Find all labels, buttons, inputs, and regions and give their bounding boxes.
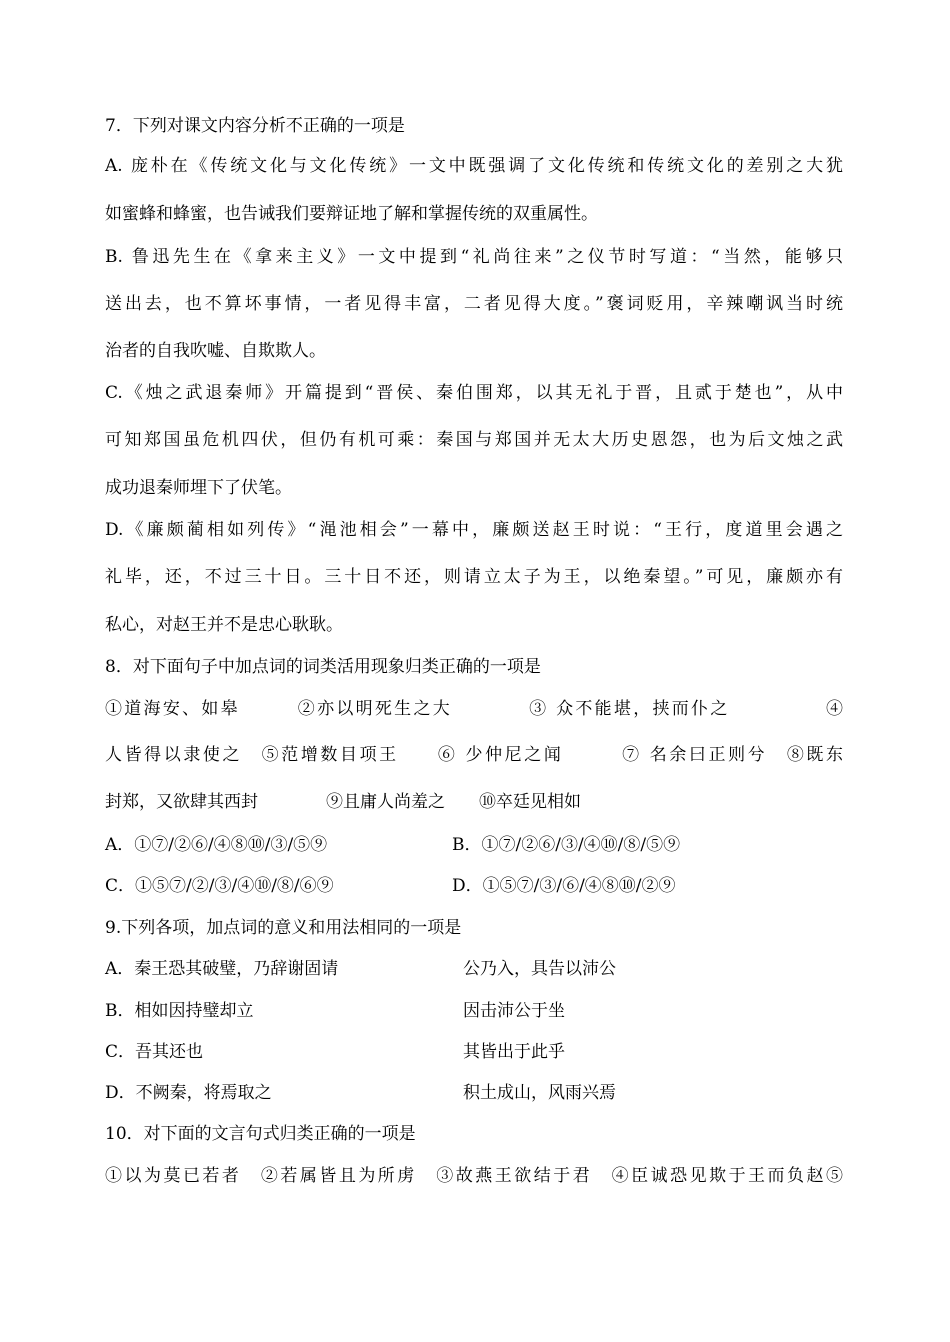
q9-option-c-left: C．吾其还也 — [105, 1042, 204, 1062]
q9-option-a-right: 公乃入，具告以沛公 — [463, 959, 616, 979]
q10-stem: 10．对下面的文言句式归类正确的一项是 — [105, 1124, 416, 1144]
q9-option-a-left: A．秦王恐其破璧，乃辞谢固请 — [105, 959, 339, 979]
q9-stem: 9.下列各项，加点词的意义和用法相同的一项是 — [105, 918, 462, 938]
q9-option-b-left: B．相如因持璧却立 — [105, 1001, 254, 1021]
q7-option-d-line1: D.《廉颇蔺相如列传》“渑池相会”一幕中，廉颇送赵王时说：“王行，度道里会遇之 — [105, 520, 843, 540]
q10-items-line1: ①以为莫已若者 ②若属皆且为所虏 ③故燕王欲结于君 ④臣诚恐见欺于王而负赵⑤ — [105, 1166, 843, 1186]
q7-option-a-line1: A. 庞朴在《传统文化与文化传统》一文中既强调了文化传统和传统文化的差别之大犹 — [105, 156, 843, 176]
q8-items-line2: 人皆得以隶使之 ⑤范增数目项王 ⑥ 少仲尼之闻 ⑦ 名余曰正则兮 ⑧既东 — [105, 745, 843, 765]
q9-option-c-right: 其皆出于此乎 — [463, 1042, 565, 1062]
q7-option-c-line3: 成功退秦师埋下了伏笔。 — [105, 478, 292, 498]
q8-option-a: A．①⑦/②⑥/④⑧⑩/③/⑤⑨ — [105, 835, 328, 855]
q8-option-c: C．①⑤⑦/②/③/④⑩/⑧/⑥⑨ — [105, 876, 334, 896]
q9-option-d-right: 积土成山，风雨兴焉 — [463, 1083, 616, 1103]
q7-stem: 7．下列对课文内容分析不正确的一项是 — [105, 116, 405, 136]
q8-items-line3: 封郑，又欲肆其西封 ⑨且庸人尚羞之 ⑩卒廷见相如 — [105, 792, 581, 812]
q7-option-b-line1: B. 鲁迅先生在《拿来主义》一文中提到“礼尚往来”之仪节时写道：“当然，能够只 — [105, 247, 843, 267]
q7-option-b-line2: 送出去，也不算坏事情，一者见得丰富，二者见得大度。”褒词贬用，辛辣嘲讽当时统 — [105, 294, 843, 314]
q7-option-b-line3: 治者的自我吹嘘、自欺欺人。 — [105, 341, 326, 361]
q9-option-b-right: 因击沛公于坐 — [463, 1001, 565, 1021]
q8-option-b: B．①⑦/②⑥/③/④⑩/⑧/⑤⑨ — [452, 835, 681, 855]
q9-option-d-left: D．不阙秦，将焉取之 — [105, 1083, 272, 1103]
q8-option-d: D．①⑤⑦/③/⑥/④⑧⑩/②⑨ — [452, 876, 676, 896]
q7-option-d-line3: 私心，对赵王并不是忠心耿耿。 — [105, 615, 343, 635]
q7-option-c-line1: C.《烛之武退秦师》开篇提到“晋侯、秦伯围郑，以其无礼于晋，且贰于楚也”，从中 — [105, 383, 843, 403]
q7-option-a-line2: 如蜜蜂和蜂蜜，也告诫我们要辩证地了解和掌握传统的双重属性。 — [105, 204, 598, 224]
q7-option-c-line2: 可知郑国虽危机四伏，但仍有机可乘：秦国与郑国并无太大历史恩怨，也为后文烛之武 — [105, 430, 843, 450]
q8-stem: 8．对下面句子中加点词的词类活用现象归类正确的一项是 — [105, 657, 541, 677]
q8-items-line1: ①道海安、如皋 ②亦以明死生之大 ③ 众不能堪，挟而仆之 ④ — [105, 699, 843, 719]
q7-option-d-line2: 礼毕，还，不过三十日。三十日不还，则请立太子为王，以绝秦望。”可见，廉颇亦有 — [105, 567, 843, 587]
